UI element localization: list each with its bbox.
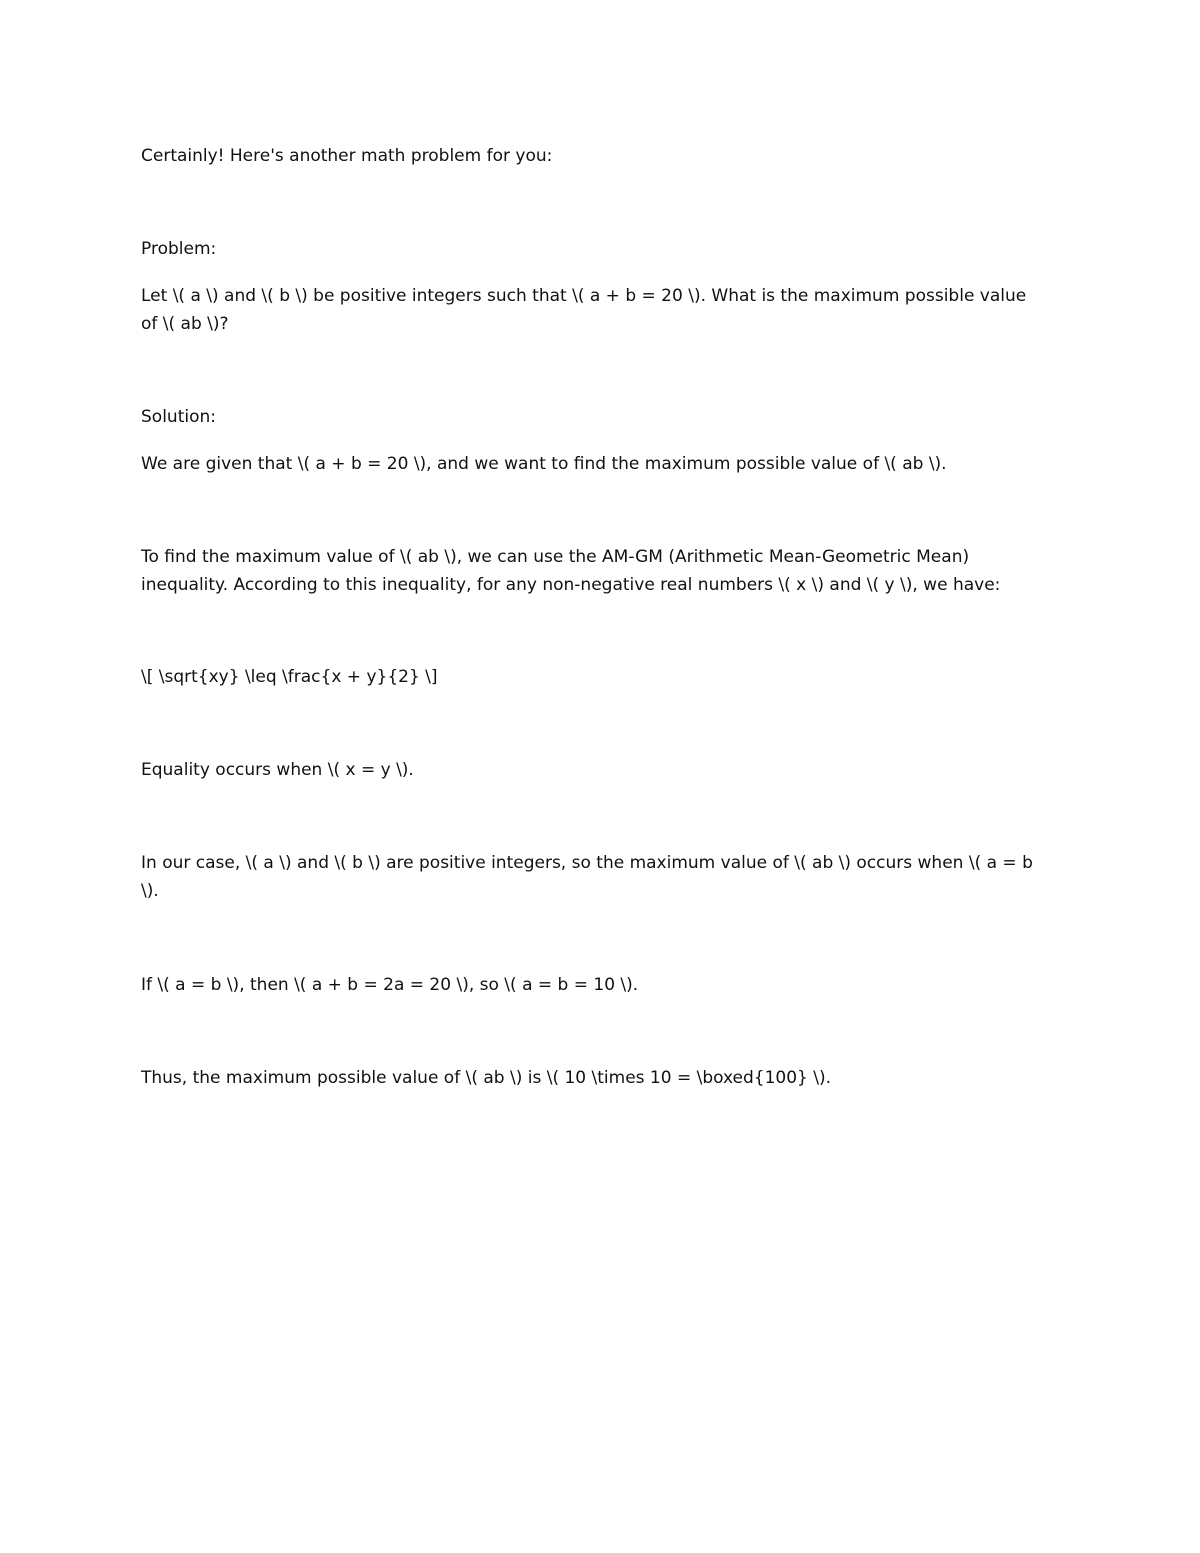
problem-heading: Problem: — [141, 239, 217, 259]
solution-heading: Solution: — [141, 407, 216, 427]
equality-condition: Equality occurs when \( x = y \). — [141, 760, 414, 780]
problem-statement: Let \( a \) and \( b \) be positive integers such that \( a + b = 20 \). What is the maximum possible value of \( ab \)? — [141, 286, 1027, 334]
intro-text: Certainly! Here's another math problem for you: — [141, 146, 553, 166]
am-gm-intro: To find the maximum value of \( ab \), we can use the AM-GM (Arithmetic Mean-Geometric Mean) inequality. According to this inequality, for any non-negative real numbers \( x \) and \( y \), we have: — [141, 547, 1001, 595]
final-answer: Thus, the maximum possible value of \( ab \) is \( 10 \times 10 = \boxed{100} \). — [141, 1068, 832, 1088]
case-explanation: In our case, \( a \) and \( b \) are positive integers, so the maximum value of \( ab \) occurs when \( a = b \). — [141, 853, 1033, 901]
am-gm-formula: \[ \sqrt{xy} \leq \frac{x + y}{2} \] — [141, 667, 438, 687]
solution-given: We are given that \( a + b = 20 \), and we want to find the maximum possible value of \( ab \). — [141, 454, 947, 474]
compute-a-b: If \( a = b \), then \( a + b = 2a = 20 \), so \( a = b = 10 \). — [141, 975, 639, 995]
